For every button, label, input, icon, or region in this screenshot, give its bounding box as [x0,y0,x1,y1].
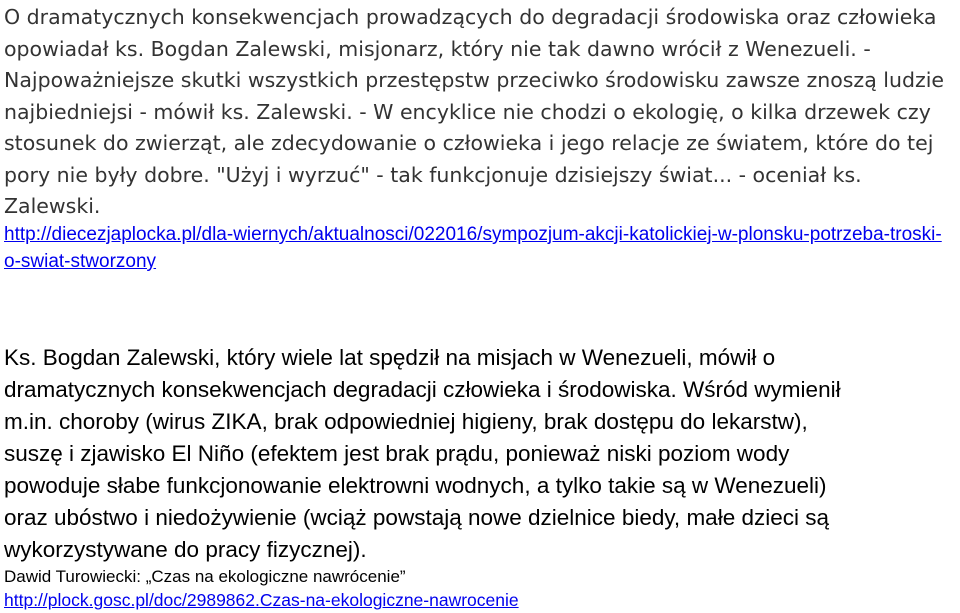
main-paragraph-line: wykorzystywane do pracy fizycznej). [4,537,367,562]
article-link[interactable]: http://plock.gosc.pl/doc/2989862.Czas-na-ekologiczne-nawrocenie [4,590,519,610]
attribution-text: Dawid Turowiecki: „Czas na ekologiczne nawrócenie” [4,567,406,586]
main-paragraph-line: oraz ubóstwo i niedożywienie (wciąż powstają nowe dzielnice biedy, małe dzieci są [4,505,829,530]
quote-paragraph: O dramatycznych konsekwencjach prowadzących do degradacji środowiska oraz człowieka opowiadał ks. Bogdan Zalewski, misjonarz, który nie tak dawno wrócił z Wenezueli. - Najpoważniejsze skutki wszystkich przestępstw przeciwko środowisku zawsze znoszą ludzie najbiedniejsi - mówił ks. Zalewski. - W encyklice nie chodzi o ekologię, o kilka drzewek czy stosunek do zwierząt, ale zdecydowanie o człowieka i jego relacje ze światem, które do tej pory nie były dobre. "Użyj i wyrzuć" - tak funkcjonuje dzisiejszy świat... - oceniał ks. Zalewski. [4,5,945,218]
main-paragraph [4,342,958,566]
source-link[interactable]: http://diecezjaplocka.pl/dla-wiernych/aktualnosci/022016/sympozjum-akcji-katolickiej-w-plonsku-potrzeba-troski-o-swiat-stworzony [4,224,942,272]
main-paragraph-line: m.in. choroby (wirus ZIKA, brak odpowiedniej higieny, brak dostępu do lekarstw), [4,409,808,434]
main-paragraph-line: dramatycznych konsekwencjach degradacji człowieka i środowiska. Wśród wymienił [4,377,841,402]
source-link-container [4,221,944,275]
main-paragraph-line: suszę i zjawisko El Niño (efektem jest brak prądu, ponieważ niski poziom wody [4,441,790,466]
main-paragraph-line: powoduje słabe funkcjonowanie elektrowni wodnych, a tylko takie są w Wenezueli) [4,473,827,498]
main-paragraph-line: Ks. Bogdan Zalewski, który wiele lat spędził na misjach w Wenezueli, mówił o [4,345,776,370]
article-link-container [4,589,519,611]
